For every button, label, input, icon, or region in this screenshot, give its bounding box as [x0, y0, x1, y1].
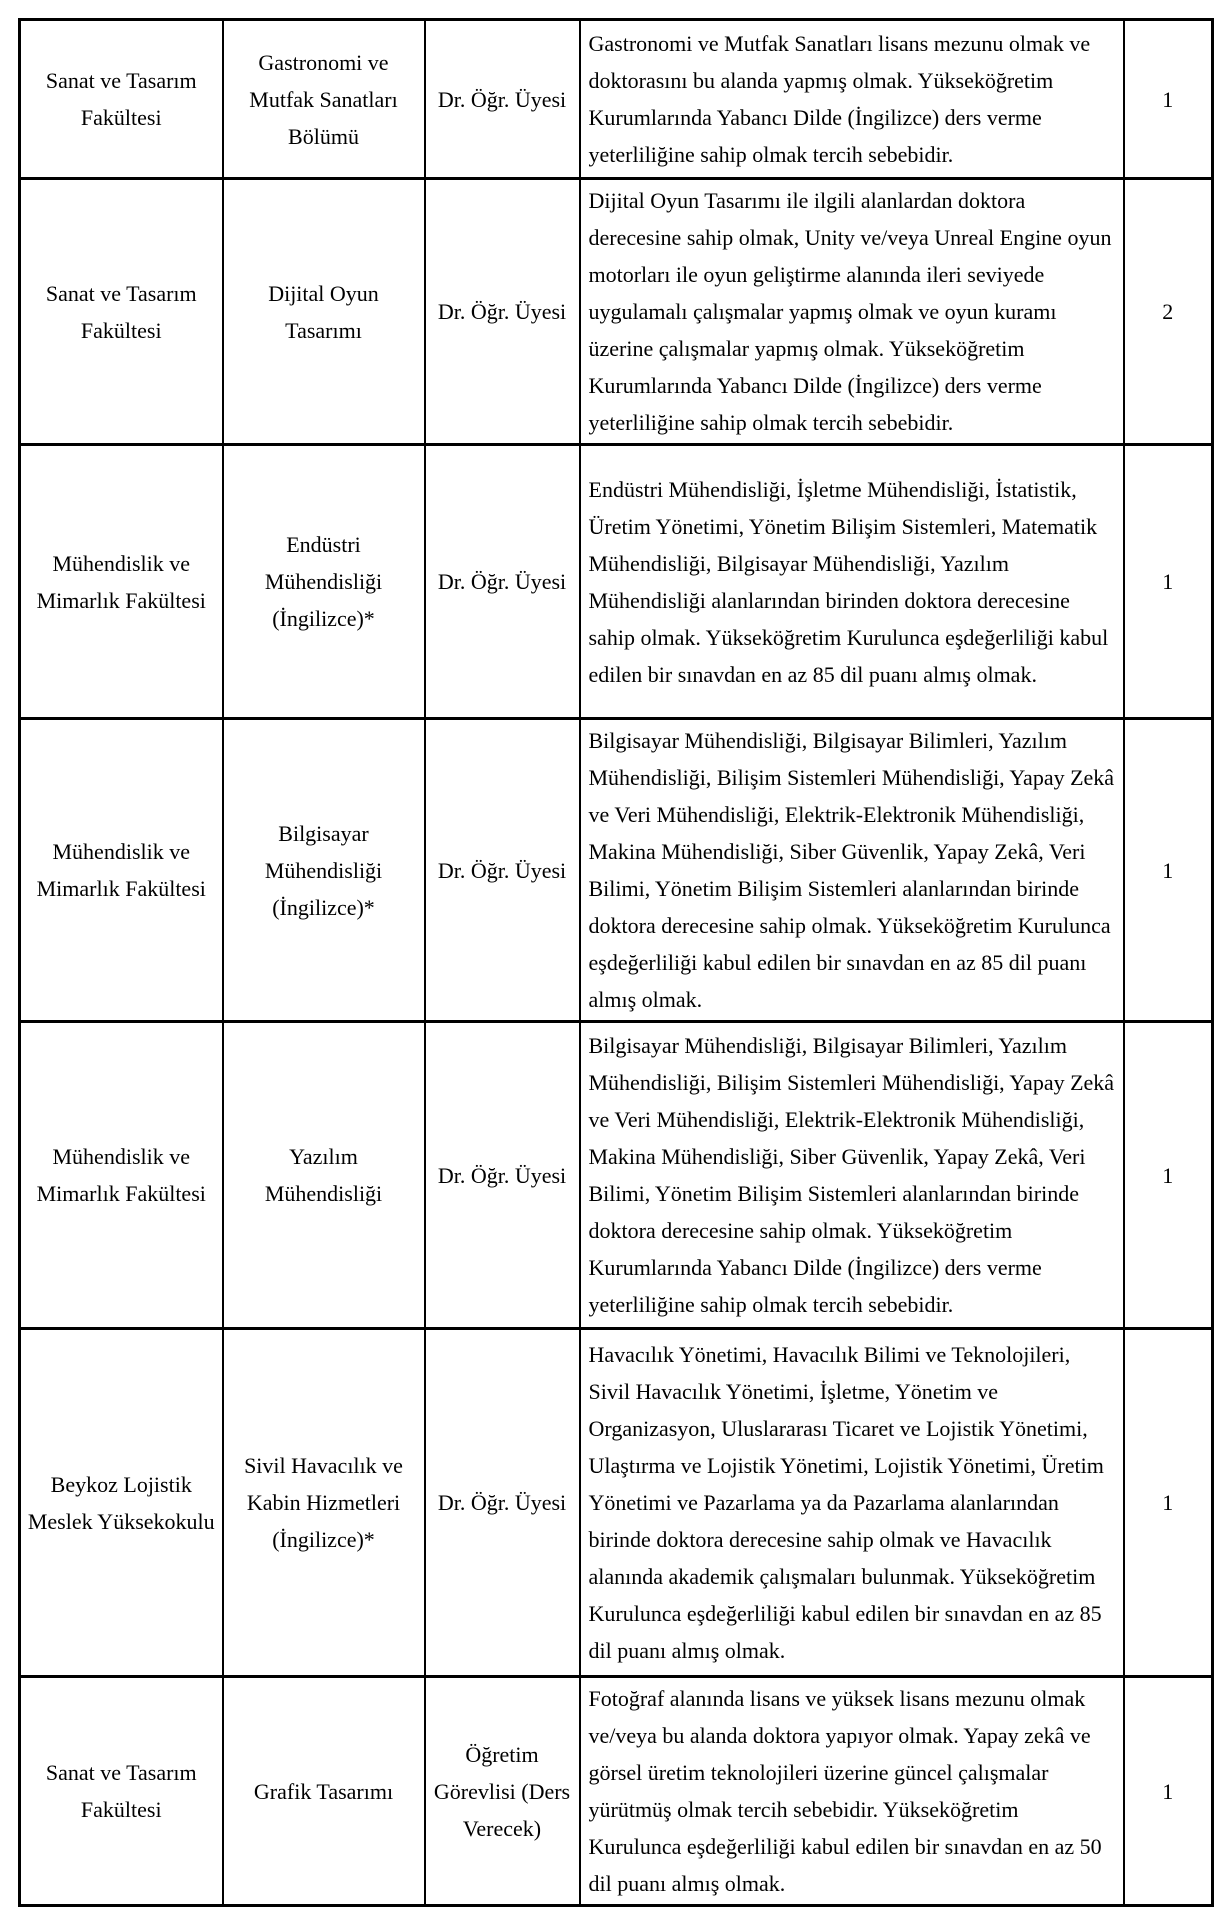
requirements-cell: Bilgisayar Mühendisliği, Bilgisayar Bilimleri, Yazılım Mühendisliği, Bilişim Sistemleri Mühendisliği, Yapay Zekâ ve Veri Mühendisliği, Elektrik-Elektronik Mühendisliği, Makina Mühendisliği, Siber Güvenlik, Yapay Zekâ, Veri Bilimi, Yönetim Bilişim Sistemleri alanlarından birinde doktora derecesine sahip olmak. Yükseköğretim Kurumlarında Yabancı Dilde (İngilizce) ders verme yeterliliğine sahip olmak tercih sebebidir.	[580, 1022, 1124, 1329]
title-cell: Dr. Öğr. Üyesi	[425, 179, 580, 445]
count-cell: 2	[1124, 179, 1213, 445]
table-row	[20, 445, 1213, 719]
title-cell: Dr. Öğr. Üyesi	[425, 20, 580, 179]
faculty-cell: Sanat ve Tasarım Fakültesi	[20, 179, 223, 445]
department-cell: Yazılım Mühendisliği	[223, 1022, 425, 1329]
table-row	[20, 20, 1213, 179]
table-row	[20, 719, 1213, 1022]
faculty-cell: Sanat ve Tasarım Fakültesi	[20, 20, 223, 179]
title-cell: Öğretim Görevlisi (Ders Verecek)	[425, 1677, 580, 1906]
faculty-cell: Sanat ve Tasarım Fakültesi	[20, 1677, 223, 1906]
count-cell: 1	[1124, 1677, 1213, 1906]
count-cell: 1	[1124, 20, 1213, 179]
title-cell: Dr. Öğr. Üyesi	[425, 719, 580, 1022]
requirements-cell: Havacılık Yönetimi, Havacılık Bilimi ve Teknolojileri, Sivil Havacılık Yönetimi, İşletme, Yönetim ve Organizasyon, Uluslararası Ticaret ve Lojistik Yönetimi, Ulaştırma ve Lojistik Yönetimi, Lojistik Yönetimi, Üretim Yönetimi ve Pazarlama ya da Pazarlama alanlarından birinde doktora derecesine sahip olmak ve Havacılık alanında akademik çalışmaları bulunmak. Yükseköğretim Kurulunca eşdeğerliliği kabul edilen bir sınavdan en az 85 dil puanı almış olmak.	[580, 1329, 1124, 1677]
department-cell: Grafik Tasarımı	[223, 1677, 425, 1906]
requirements-cell: Dijital Oyun Tasarımı ile ilgili alanlardan doktora derecesine sahip olmak, Unity ve/veya Unreal Engine oyun motorları ile oyun geliştirme alanında ileri seviyede uygulamalı çalışmalar yapmış olmak ve oyun kuramı üzerine çalışmalar yapmış olmak. Yükseköğretim Kurumlarında Yabancı Dilde (İngilizce) ders verme yeterliliğine sahip olmak tercih sebebidir.	[580, 179, 1124, 445]
requirements-cell: Gastronomi ve Mutfak Sanatları lisans mezunu olmak ve doktorasını bu alanda yapmış olmak. Yükseköğretim Kurumlarında Yabancı Dilde (İngilizce) ders verme yeterliliğine sahip olmak tercih sebebidir.	[580, 20, 1124, 179]
count-cell: 1	[1124, 719, 1213, 1022]
requirements-cell: Endüstri Mühendisliği, İşletme Mühendisliği, İstatistik, Üretim Yönetimi, Yönetim Bilişim Sistemleri, Matematik Mühendisliği, Bilgisayar Mühendisliği, Yazılım Mühendisliği alanlarından birinden doktora derecesine sahip olmak. Yükseköğretim Kurulunca eşdeğerliliği kabul edilen bir sınavdan en az 85 dil puanı almış olmak.	[580, 445, 1124, 719]
count-cell: 1	[1124, 1329, 1213, 1677]
requirements-cell: Bilgisayar Mühendisliği, Bilgisayar Bilimleri, Yazılım Mühendisliği, Bilişim Sistemleri Mühendisliği, Yapay Zekâ ve Veri Mühendisliği, Elektrik-Elektronik Mühendisliği, Makina Mühendisliği, Siber Güvenlik, Yapay Zekâ, Veri Bilimi, Yönetim Bilişim Sistemleri alanlarından birinde doktora derecesine sahip olmak. Yükseköğretim Kurulunca eşdeğerliliği kabul edilen bir sınavdan en az 85 dil puanı almış olmak.	[580, 719, 1124, 1022]
positions-table-wrap	[18, 18, 1214, 1907]
department-cell: Gastronomi ve Mutfak Sanatları Bölümü	[223, 20, 425, 179]
faculty-cell: Mühendislik ve Mimarlık Fakültesi	[20, 445, 223, 719]
faculty-cell: Mühendislik ve Mimarlık Fakültesi	[20, 719, 223, 1022]
faculty-cell: Beykoz Lojistik Meslek Yüksekokulu	[20, 1329, 223, 1677]
faculty-cell: Mühendislik ve Mimarlık Fakültesi	[20, 1022, 223, 1329]
requirements-cell: Fotoğraf alanında lisans ve yüksek lisans mezunu olmak ve/veya bu alanda doktora yapıyor olmak. Yapay zekâ ve görsel üretim teknolojileri üzerine güncel çalışmalar yürütmüş olmak tercih sebebidir. Yükseköğretim Kurulunca eşdeğerliliği kabul edilen bir sınavdan en az 50 dil puanı almış olmak.	[580, 1677, 1124, 1906]
table-row	[20, 1329, 1213, 1677]
department-cell: Bilgisayar Mühendisliği (İngilizce)*	[223, 719, 425, 1022]
table-row	[20, 1677, 1213, 1906]
academic-positions-table	[18, 18, 1214, 1907]
table-row	[20, 1022, 1213, 1329]
department-cell: Endüstri Mühendisliği (İngilizce)*	[223, 445, 425, 719]
count-cell: 1	[1124, 445, 1213, 719]
table-row	[20, 179, 1213, 445]
department-cell: Sivil Havacılık ve Kabin Hizmetleri (İngilizce)*	[223, 1329, 425, 1677]
title-cell: Dr. Öğr. Üyesi	[425, 445, 580, 719]
title-cell: Dr. Öğr. Üyesi	[425, 1329, 580, 1677]
count-cell: 1	[1124, 1022, 1213, 1329]
department-cell: Dijital Oyun Tasarımı	[223, 179, 425, 445]
title-cell: Dr. Öğr. Üyesi	[425, 1022, 580, 1329]
